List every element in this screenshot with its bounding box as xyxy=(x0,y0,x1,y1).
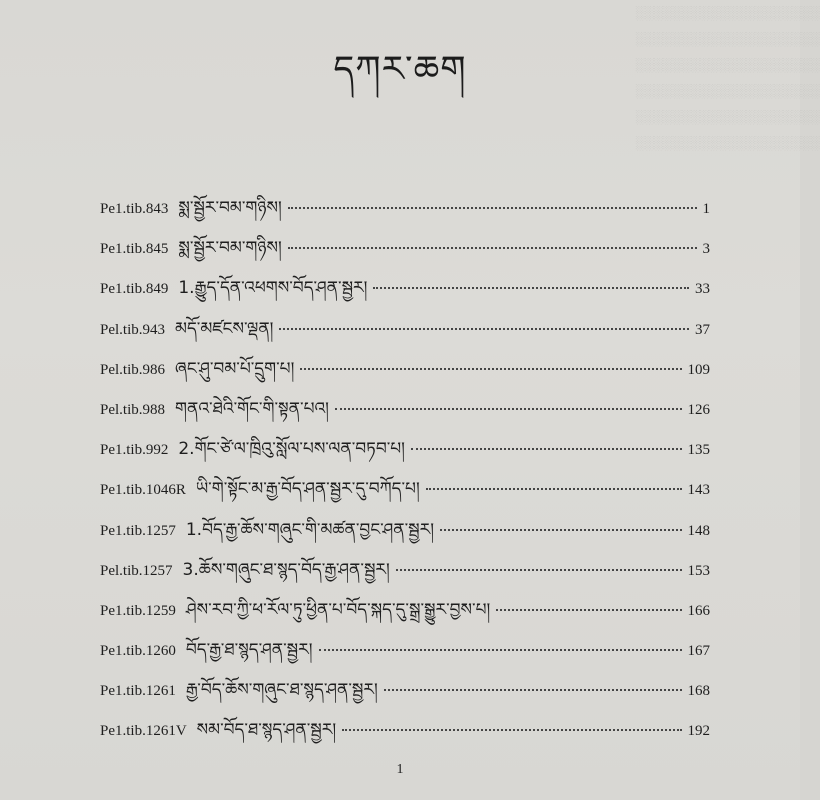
toc-shelfmark: Pe1.tib.1261 xyxy=(100,683,176,700)
toc-entry xyxy=(100,429,710,469)
toc-page-number: 167 xyxy=(687,643,710,660)
toc-shelfmark: Pe1.tib.1257 xyxy=(100,522,176,539)
toc-shelfmark: Pel.tib.988 xyxy=(100,401,166,418)
toc-page-number: 1 xyxy=(702,201,710,217)
toc-title: སམ་བོད་ཐ་སྙད་ཤན་སྦྱར། xyxy=(196,720,337,741)
toc-entry xyxy=(100,630,710,670)
toc-entry xyxy=(100,550,710,590)
toc-page-number: 135 xyxy=(687,442,710,459)
toc-leader-dots xyxy=(373,287,689,289)
toc-title: 1.བོད་རྒྱ་ཆོས་གཞུང་གི་མཚན་བྱང་ཤན་སྦྱར། xyxy=(185,519,435,540)
toc-title: ཤེས་རབ་ཀྱི་ཕ་རོལ་ཏུ་ཕྱིན་པ་བོད་སྐད་དུ་སྒྲ་སྒྱུར་བྱས་པ། xyxy=(185,599,491,620)
toc-shelfmark: Pe1.tib.1259 xyxy=(100,602,176,619)
toc-leader-dots xyxy=(288,207,697,209)
toc-entry xyxy=(100,510,710,550)
toc-shelfmark: Pel.tib.943 xyxy=(100,321,166,338)
toc-leader-dots xyxy=(288,247,697,249)
show-through-line: ░░░░░░░░░░░░░░░░░░░░ xyxy=(635,135,820,150)
table-of-contents xyxy=(100,188,710,751)
toc-page-number: 37 xyxy=(695,321,710,338)
toc-page-number: 168 xyxy=(687,683,710,700)
toc-page-number: 192 xyxy=(687,723,710,740)
toc-title: 3.ཆོས་གཞུང་ཐ་སྙད་བོད་རྒྱ་ཤན་སྦྱར། xyxy=(182,559,390,580)
toc-entry xyxy=(100,710,710,750)
toc-shelfmark: Pel.tib.986 xyxy=(100,361,166,378)
toc-entry xyxy=(100,670,710,710)
show-through-line: ░░░░░░░░░░░░░░░░░░░░ xyxy=(635,57,820,72)
toc-page-number: 148 xyxy=(687,522,710,539)
toc-title: 2.གོང་ཙེ་ལ་ཁྲིའུ་སློལ་པས་ལན་བཏབ་པ། xyxy=(178,439,405,460)
toc-entry xyxy=(100,309,710,349)
toc-page-number: 33 xyxy=(695,281,710,298)
show-through-line: ░░░░░░░░░░░░░░░░░░░░ xyxy=(635,83,820,98)
toc-title: རྒྱ་བོད་ཆོས་གཞུང་ཐ་སྙད་ཤན་སྦྱར། xyxy=(185,680,378,701)
toc-shelfmark: Pe1.tib.845 xyxy=(100,241,169,258)
toc-entry xyxy=(100,590,710,630)
toc-leader-dots xyxy=(300,368,681,370)
toc-page-number: 3 xyxy=(702,241,710,258)
toc-entry xyxy=(100,228,710,268)
toc-leader-dots xyxy=(335,408,682,410)
toc-shelfmark: Pe1.tib.1260 xyxy=(100,643,176,660)
toc-title: སྨ་སྦྱོར་བམ་གཉིས། xyxy=(178,198,282,218)
toc-title: ཞང་ཤུ་བམ་པོ་དྲུག་པ། xyxy=(175,358,295,379)
toc-entry xyxy=(100,469,710,509)
toc-page-number: 166 xyxy=(687,602,710,619)
toc-leader-dots xyxy=(384,689,682,691)
toc-title: བོད་རྒྱ་ཐ་སྙད་ཤན་སྦྱར། xyxy=(185,640,313,661)
toc-shelfmark: Pel.tib.1257 xyxy=(100,562,173,579)
toc-leader-dots xyxy=(396,569,682,571)
toc-leader-dots xyxy=(319,649,682,651)
page-number: 1 xyxy=(396,762,404,777)
toc-shelfmark: Pe1.tib.1046R xyxy=(100,482,186,499)
toc-shelfmark: Pe1.tib.1261V xyxy=(100,723,187,740)
toc-title: མདོ་མཛངས་ལྡན། xyxy=(175,318,274,339)
toc-leader-dots xyxy=(342,729,681,731)
show-through-line: ░░░░░░░░░░░░░░░░░░░░ xyxy=(635,5,820,20)
show-through-line: ░░░░░░░░░░░░░░░░░░░░ xyxy=(635,109,820,124)
toc-title: སྨ་སྦྱོར་བམ་གཉིས། xyxy=(178,238,282,259)
toc-leader-dots xyxy=(279,328,689,330)
toc-entry xyxy=(100,349,710,389)
toc-leader-dots xyxy=(496,609,681,611)
toc-leader-dots xyxy=(426,488,682,490)
toc-shelfmark: Pe1.tib.843 xyxy=(100,201,169,217)
toc-leader-dots xyxy=(440,529,681,531)
toc-shelfmark: Pe1.tib.992 xyxy=(100,442,169,459)
toc-entry xyxy=(100,268,710,308)
toc-title: གནའ་ཐེའི་གོང་གི་སྟན་པའ། xyxy=(175,398,329,419)
show-through-line: ░░░░░░░░░░░░░░░░░░░░ xyxy=(635,31,820,46)
toc-shelfmark: Pe1.tib.849 xyxy=(100,281,169,298)
page-title: དཀར་ཆག xyxy=(333,49,467,90)
toc-title: ཡི་གེ་སྟོང་མ་རྒྱ་བོད་ཤན་སྦྱར་དུ་བཀོད་པ། xyxy=(195,479,420,500)
toc-page-number: 126 xyxy=(687,401,710,418)
toc-leader-dots xyxy=(411,448,682,450)
toc-page-number: 153 xyxy=(687,562,710,579)
toc-entry xyxy=(100,188,710,228)
toc-entry xyxy=(100,389,710,429)
toc-page-number: 143 xyxy=(687,482,710,499)
toc-page-number: 109 xyxy=(687,361,710,378)
toc-title: 1.རྒྱུད་དོན་འཕགས་བོད་ཤན་སྦྱར། xyxy=(178,278,368,299)
